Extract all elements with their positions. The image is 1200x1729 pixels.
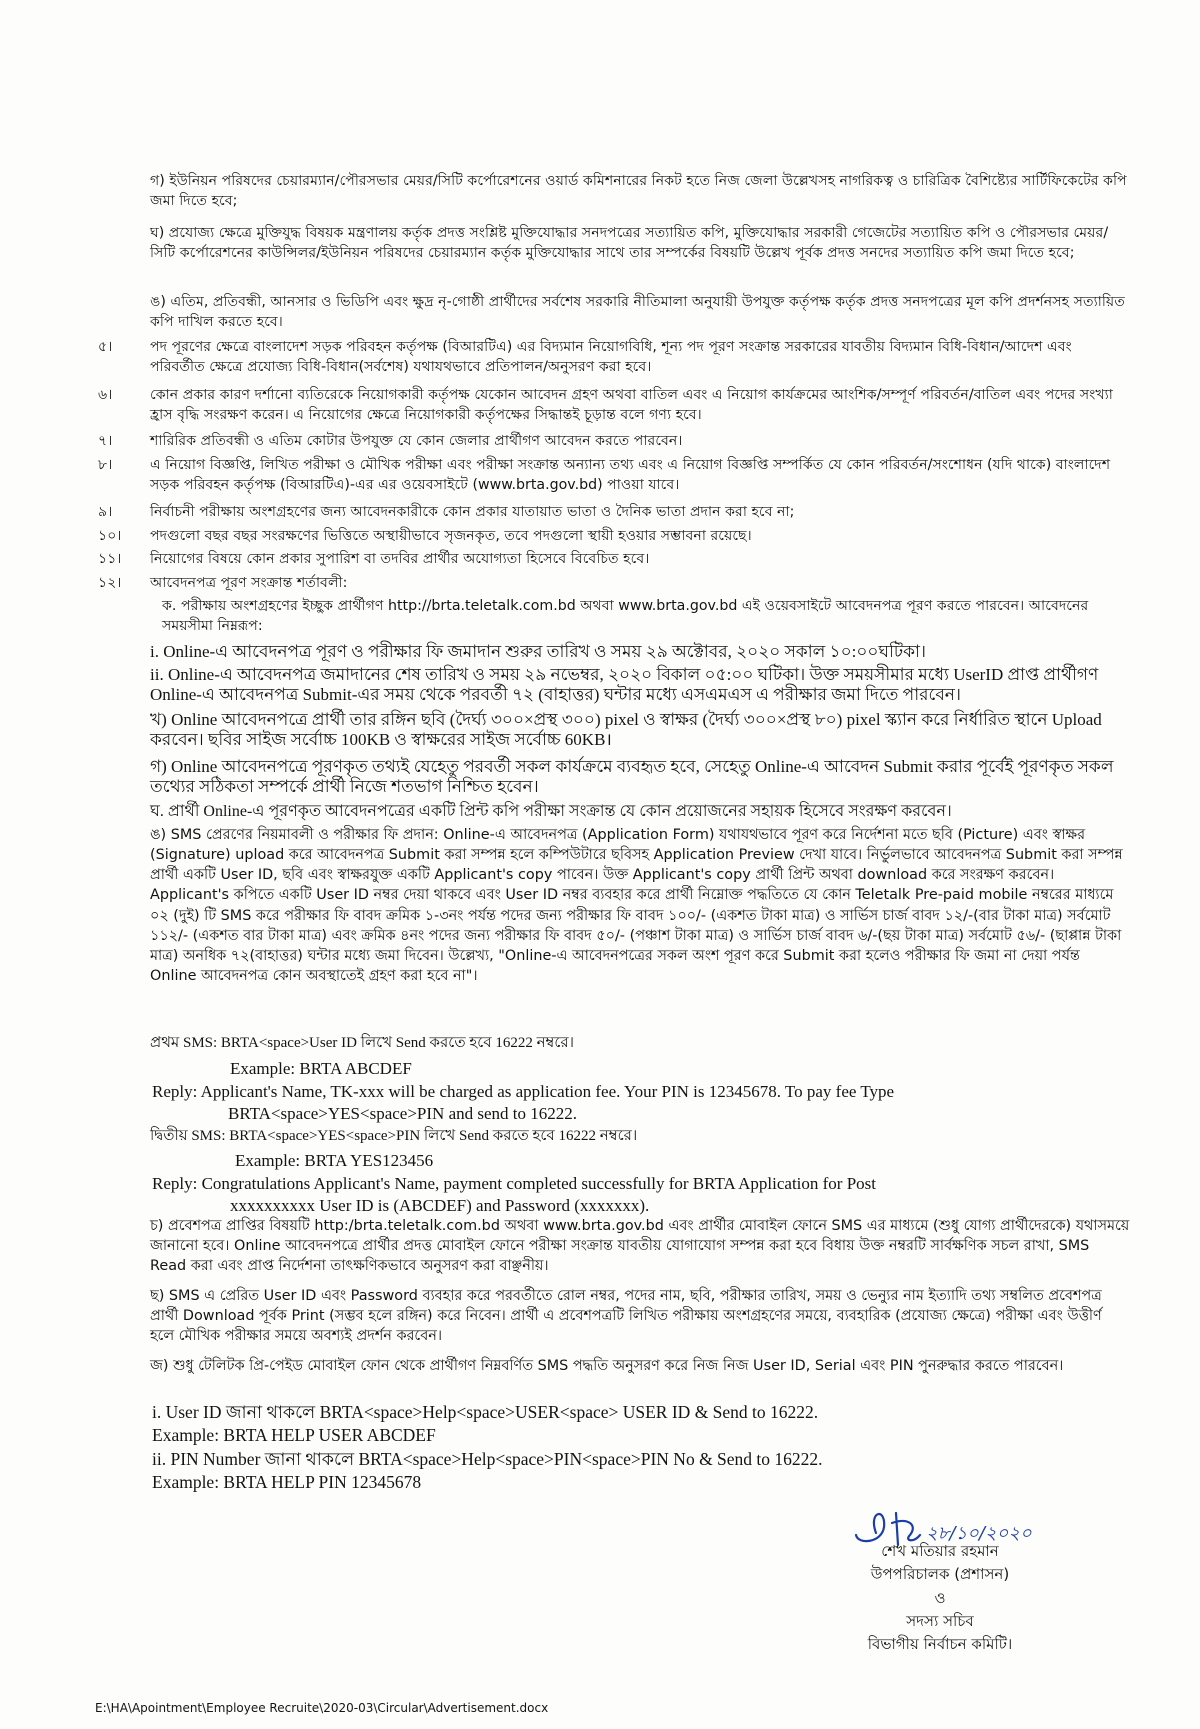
para-ga: গ) ইউনিয়ন পরিষদের চেয়ারম্যান/পৌরসভার মেয়র/সিটি কর্পোরেশনের ওয়ার্ড কমিশনারের নিকট হতে নিজ জেলা উল্লেখসহ নাগরিকত্ব ও চারিত্রিক বৈশিষ্ট্যের সার্টিফিকেটের কপি জমা দিতে হবে; [150,173,1127,209]
item-text: নিয়োগের বিষয়ে কোন প্রকার সুপারিশ বা তদবির প্রার্থীর অযোগ্যতা হিসেবে বিবেচিত হবে। [150,551,650,567]
item-text: কোন প্রকার কারণ দর্শানো ব্যতিরেকে নিয়োগকারী কর্তৃপক্ষ যেকোন আবেদন গ্রহণ অথবা বাতিল এবং এ নিয়োগ কার্যক্রমের আংশিক/সম্পূর্ণ পরিবর্তন/বাতিল এবং পদের সংখ্যা হ্রাস বৃদ্ধি সংরক্ষণ করেন। এ নিয়োগের ক্ষেত্রে নিয়োগকারী কর্তৃপক্ষের সিদ্ধান্তই চূড়ান্ত বলে গণ্য হবে। [150,387,1113,423]
para-gha-print: ঘ. প্রার্থী Online-এ পূরণকৃত আবেদনপত্রের একটি প্রিন্ট কপি পরীক্ষা সংক্রান্ত যে কোন প্রয়োজনের সহায়ক হিসেবে সংরক্ষণ করবেন। [150,803,952,820]
list-item [98,527,1130,547]
signature-date: ২৮/১০/২০২০ [926,1523,1032,1544]
item-number: ৫। [98,339,113,355]
list-item [98,456,1130,495]
item-text: পদ পূরণের ক্ষেত্রে বাংলাদেশ সড়ক পরিবহন কর্তৃপক্ষ (বিআরটিএ) এর বিদ্যমান নিয়োগবিধি, শূন্য পদ পূরণ সংক্রান্ত সরকারের যাবতীয় বিদ্যমান বিধি-বিধান/আদেশ এবং পরিবর্তীত ক্ষেত্রে প্রযোজ্য বিধি-বিধান(সর্বশেষ) যথাযথভাবে প্রতিপালন/অনুসরণ করা হবে। [150,339,1072,375]
item-number: ১০। [98,528,122,544]
item-number: ৯। [98,504,113,520]
item-text: পদগুলো বছর বছর সংরক্ষণের ভিত্তিতে অস্থায়ীভাবে সৃজনকৃত, তবে পদগুলো স্থায়ী হওয়ার সম্ভাবনা রয়েছে। [150,528,752,544]
retrieve-user-example: Example: BRTA HELP USER ABCDEF [152,1425,436,1445]
list-item [98,432,1130,452]
para-ka: ক. পরীক্ষায় অংশগ্রহণের ইচ্ছুক প্রার্থীগণ http://brta.teletalk.com.bd অথবা www.brta.gov.bd এই ওয়েবসাইটে আবেদনপত্র পূরণ করতে পারবেন। আবেদনের সময়সীমা নিম্নরূপ: [162,598,1089,634]
signature-block [820,1540,1060,1656]
para-ii: ii. Online-এ আবেদনপত্র জমাদানের শেষ তারিখ ও সময় ২৯ নভেম্বর, ২০২০ বিকাল ০৫:০০ ঘটিকা। উক্ত সময়সীমার মধ্যে UserID প্রাপ্ত প্রার্থীগণ Online-এ আবেদনপত্র Submit-এর সময় থেকে পরবর্তী ৭২ (বাহাত্তর) ঘন্টার মধ্যে এসএমএস এ পরীক্ষার জমা দিতে পারবেন। [150,665,1099,705]
signatory-name: শেখ মতিয়ার রহমান [881,1542,999,1560]
item-number: ৮। [98,457,113,473]
signatory-and: ও [934,1588,946,1607]
sms-reply-1a: Reply: Applicant's Name, TK-xxx will be charged as application fee. Your PIN is 12345678. To pay fee Type [152,1082,895,1101]
para-nga: ঙ) এতিম, প্রতিবন্ধী, আনসার ও ভিডিপি এবং ক্ষুদ্র নৃ-গোষ্ঠী প্রার্থীদের সর্বশেষ সরকারি নীতিমালা অনুযায়ী উপযুক্ত কর্তৃপক্ষ কর্তৃক প্রদত্ত সনদপত্রের মূল কপি প্রদর্শনসহ সত্যায়িত কপি দাখিল করতে হবে। [150,294,1125,330]
list-item [98,338,1130,377]
item-number: ৭। [98,433,113,449]
sms-reply-2a: Reply: Congratulations Applicant's Name, payment completed successfully for BRTA Application for Post [152,1174,877,1193]
item-number: ১১। [98,551,122,567]
sms-first-example: Example: BRTA ABCDEF [230,1059,412,1078]
para-i: i. Online-এ আবেদনপত্র পূরণ ও পরীক্ষার ফি জমাদান শুরুর তারিখ ও সময় ২৯ অক্টোবর, ২০২০ সকাল ১০:০০ঘটিকা। [150,642,926,661]
list-item [98,503,1130,523]
signatory-title: উপপরিচালক (প্রশাসন) [870,1565,1010,1584]
item-text: শারিরিক প্রতিবন্ধী ও এতিম কোটার উপযুক্ত যে কোন জেলার প্রার্থীগণ আবেদন করতে পারবেন। [150,433,683,449]
sms-reply-2b: xxxxxxxxxx User ID is (ABCDEF) and Password (xxxxxxx). [230,1196,650,1215]
item-text: আবেদনপত্র পূরণ সংক্রান্ত শর্তাবলী: [150,575,348,591]
list-item [98,574,1130,594]
retrieve-user-id: i. User ID জানা থাকলে BRTA<space>Help<space>USER<space> USER ID & Send to 16222. [152,1402,819,1422]
sms-first: প্রথম SMS: BRTA<space>User ID লিখে Send করতে হবে 16222 নম্বরে। [150,1035,575,1051]
sms-second: দ্বিতীয় SMS: BRTA<space>YES<space>PIN লিখে Send করতে হবে 16222 নম্বরে। [150,1128,638,1144]
item-text: এ নিয়োগ বিজ্ঞপ্তি, লিখিত পরীক্ষা ও মৌখিক পরীক্ষা এবং পরীক্ষা সংক্রান্ত অন্যান্য তথ্য এবং এ নিয়োগ বিজ্ঞপ্তি সম্পর্কিত যে কোন পরিবর্তন/সংশোধন (যদি থাকে) বাংলাদেশ সড়ক পরিবহন কর্তৃপক্ষ (বিআরটিএ)-এর এর ওয়েবসাইটে (www.brta.gov.bd) পাওয়া যাবে। [150,457,1111,493]
list-item [98,386,1130,425]
signatory-committee: বিভাগীয় নির্বাচন কমিটি। [867,1635,1013,1653]
list-item [98,550,1130,570]
para-nga-sms: ঙ) SMS প্রেরণের নিয়মাবলী ও পরীক্ষার ফি প্রদান: Online-এ আবেদনপত্র (Application Form) যথাযথভাবে পূরণ করে নির্দেশনা মতে ছবি (Picture) এবং স্বাক্ষর (Signature) upload করে আবেদনপত্র Submit করা সম্পন্ন হলে কম্পিউটারে ছবিসহ Application Preview দেখা যাবে। নির্ভুলভাবে আবেদনপত্র Submit করা সম্পন্ন প্রার্থী একটি User ID, ছবি এবং স্বাক্ষরযুক্ত একটি Applicant's copy পাবেন। উক্ত Applicant's copy প্রার্থী প্রিন্ট অথবা download করে সংরক্ষণ করবেন। Applicant's কপিতে একটি User ID নম্বর দেয়া থাকবে এবং User ID নম্বর ব্যবহার করে প্রার্থী নিম্নোক্ত পদ্ধতিতে যে কোন Teletalk Pre-paid mobile নম্বরের মাধ্যমে ০২ (দুই) টি SMS করে পরীক্ষার ফি বাবদ ক্রমিক ১-৩নং পর্যন্ত পদের জন্য পরীক্ষার ফি বাবদ ১০০/- (একশত টাকা মাত্র) ও সার্ভিস চার্জ বাবদ ১২/-(বার টাকা মাত্র) সর্বমোট ১১২/- (একশত বার টাকা মাত্র) এবং ক্রমিক ৪নং পদের জন্য পরীক্ষার ফি বাবদ ৫০/- (পঞ্চাশ টাকা মাত্র) ও সার্ভিস চার্জ বাবদ ৬/-(ছয় টাকা মাত্র) সর্বমোট ৫৬/- (ছাপ্পান্ন টাকা মাত্র) অনধিক ৭২(বাহাত্তর) ঘন্টার মধ্যে জমা দিবেন। উল্লেখ্য, "Online-এ আবেদনপত্রের সকল অংশ পূরণ করে Submit করা হলেও পরীক্ষার ফি জমা না দেয়া পর্যন্ত Online আবেদনপত্র কোন অবস্থাতেই গ্রহণ করা হবে না"। [150,827,1123,985]
signatory-role: সদস্য সচিব [906,1611,974,1630]
sms-reply-1b: BRTA<space>YES<space>PIN and send to 16222. [228,1104,577,1123]
sms-second-example: Example: BRTA YES123456 [235,1151,434,1170]
retrieve-pin: ii. PIN Number জানা থাকলে BRTA<space>Help<space>PIN<space>PIN No & Send to 16222. [152,1449,823,1469]
para-ga-online: গ) Online আবেদনপত্রে পূরণকৃত তথ্যই যেহেতু পরবর্তী সকল কার্যক্রমে ব্যবহৃত হবে, সেহেতু Online-এ আবেদন Submit করার পূর্বেই পূরণকৃত সকল তথ্যের সঠিকতা সম্পর্কে প্রার্থী নিজে শতভাগ নিশ্চিত হবেন। [150,757,1114,797]
para-gha: ঘ) প্রযোজ্য ক্ষেত্রে মুক্তিযুদ্ধ বিষয়ক মন্ত্রণালয় কর্তৃক প্রদত্ত সংশ্লিষ্ট মুক্তিযোদ্ধার সনদপত্রের সত্যায়িত কপি, মুক্তিযোদ্ধার সরকারী গেজেটের সত্যায়িত কপি ও পৌরসভার মেয়র/সিটি কর্পোরেশনের কাউন্সিলর/ইউনিয়ন পরিষদের চেয়ারম্যান কর্তৃক মুক্তিযোদ্ধার সাথে তার সম্পর্কের বিষয়টি উল্লেখ পূর্বক প্রদত্ত সনদের সত্যায়িত কপি জমা দিতে হবে; [150,225,1109,261]
item-number: ১২। [98,575,122,591]
retrieve-pin-example: Example: BRTA HELP PIN 12345678 [152,1472,422,1492]
para-ja: জ) শুধু টেলিটক প্রি-পেইড মোবাইল ফোন থেকে প্রার্থীগণ নিম্নবর্ণিত SMS পদ্ধতি অনুসরণ করে নিজ নিজ User ID, Serial এবং PIN পুনরুদ্ধার করতে পারবেন। [150,1358,1064,1374]
para-cha: চ) প্রবেশপত্র প্রাপ্তির বিষয়টি http:/brta.teletalk.com.bd অথবা www.brta.gov.bd এবং প্রার্থীর মোবাইল ফোনে SMS এর মাধ্যমে (শুধু যোগ্য প্রার্থীদেরকে) যথাসময়ে জানানো হবে। Online আবেদনপত্রে প্রার্থীর প্রদত্ত মোবাইল ফোনে পরীক্ষা সংক্রান্ত যাবতীয় যোগাযোগ সম্পন্ন করা হবে বিধায় উক্ত নম্বরটি সার্বক্ষণিক সচল রাখা, SMS Read করা এবং প্রাপ্ত নির্দেশনা তাৎক্ষণিকভাবে অনুসরণ করা বাঞ্ছনীয়। [150,1218,1130,1274]
file-path-footer: E:\HA\Apointment\Employee Recruite\2020-03\Circular\Advertisement.docx [95,1701,549,1715]
para-chha: ছ) SMS এ প্রেরিত User ID এবং Password ব্যবহার করে পরবর্তীতে রোল নম্বর, পদের নাম, ছবি, পরীক্ষার তারিখ, সময় ও ভেন্যুর নাম ইত্যাদি তথ্য সম্বলিত প্রবেশপত্র প্রার্থী Download পূর্বক Print (সম্ভব হলে রঙ্গিন) করে নিবেন। প্রার্থী এ প্রবেশপত্রটি লিখিত পরীক্ষায় অংশগ্রহণের সময়ে, ব্যবহারিক (প্রযোজ্য ক্ষেত্রে) পরীক্ষা এবং উত্তীর্ণ হলে মৌখিক পরীক্ষার সময়ে অবশ্যই প্রদর্শন করবেন। [150,1288,1102,1344]
item-number: ৬। [98,387,113,403]
para-kha: খ) Online আবেদনপত্রে প্রার্থী তার রঙ্গিন ছবি (দৈর্ঘ্য ৩০০×প্রস্থ ৩০০) pixel ও স্বাক্ষর (দৈর্ঘ্য ৩০০×প্রস্থ ৮০) pixel স্ক্যান করে নির্ধারিত স্থানে Upload করবেন। ছবির সাইজ সর্বোচ্চ 100KB ও স্বাক্ষরের সাইজ সর্বোচ্চ 60KB। [150,710,1102,750]
item-text: নির্বাচনী পরীক্ষায় অংশগ্রহণের জন্য আবেদনকারীকে কোন প্রকার যাতায়াত ভাতা ও দৈনিক ভাতা প্রদান করা হবে না; [150,504,795,520]
